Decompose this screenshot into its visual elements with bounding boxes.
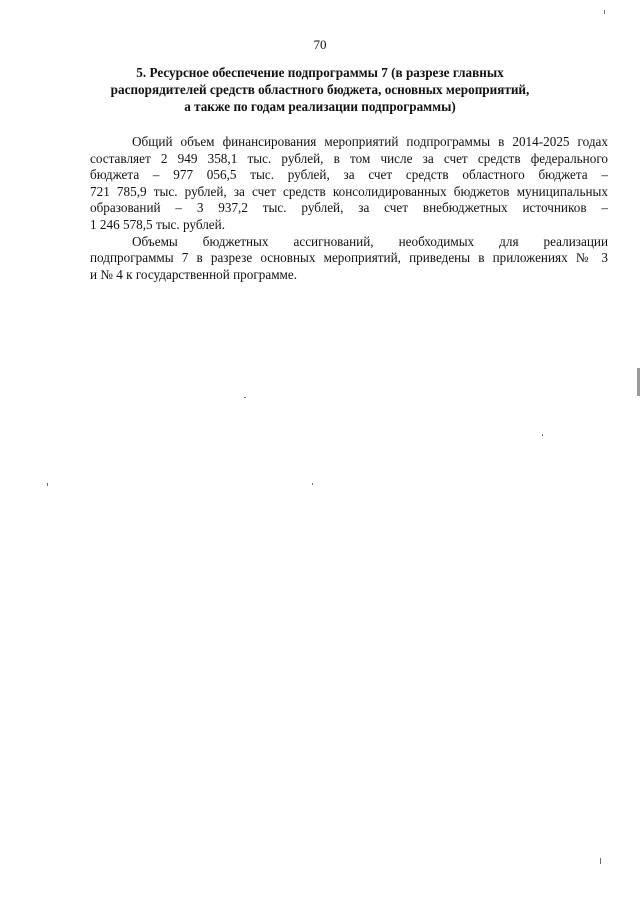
text-line: подпрограммы 7 в разрезе основных мероприятий, приведены в приложениях № 3	[90, 250, 608, 266]
text-line: Объемы бюджетных ассигнований, необходимых для реализации	[132, 233, 608, 249]
text-line: Общий объем финансирования мероприятий подпрограммы в 2014-2025 годах	[132, 134, 608, 149]
scan-mark	[244, 397, 246, 398]
scan-mark	[47, 483, 48, 486]
section-heading	[100, 64, 540, 115]
body-text	[90, 134, 608, 283]
text-line: и № 4 к государственной программе.	[90, 266, 298, 282]
text-line: образований – 3 937,2 тыс. рублей, за счет внебюджетных источников –	[90, 200, 608, 216]
text-line: бюджета – 977 056,5 тыс. рублей, за счет средств областного бюджета –	[90, 167, 608, 183]
scan-mark	[542, 434, 543, 436]
scan-mark	[604, 10, 605, 14]
text-line: составляет 2 949 358,1 тыс. рублей, в том числе за счет средств федерального	[90, 150, 608, 166]
heading-line: 5. Ресурсное обеспечение подпрограммы 7 (в разрезе главных	[136, 65, 504, 80]
page-number: 70	[313, 37, 327, 52]
paragraph-financing	[90, 134, 608, 234]
scan-mark	[600, 858, 601, 864]
text-line: 1 246 578,5 тыс. рублей.	[90, 216, 226, 232]
paragraph-allocations	[90, 234, 608, 284]
heading-line: распорядителей средств областного бюджета, основных мероприятий,	[110, 82, 530, 97]
scan-mark	[312, 483, 313, 485]
text-line: 721 785,9 тыс. рублей, за счет средств консолидированных бюджетов муниципальных	[90, 183, 608, 199]
heading-line: а также по годам реализации подпрограммы)	[184, 99, 456, 114]
